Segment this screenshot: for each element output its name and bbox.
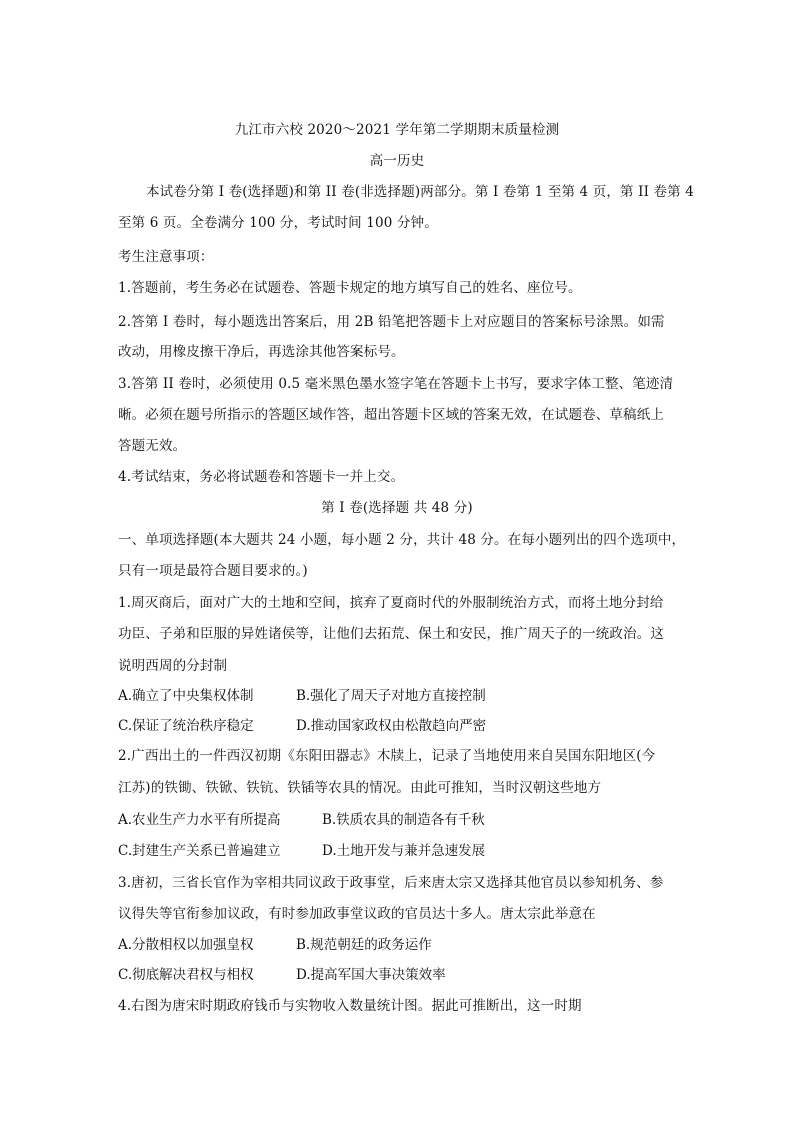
section-instruction: 一、单项选择题(本大题共 24 小题，每小题 2 分，共计 48 分。在每小题列出的四个选项中， <box>118 532 686 548</box>
notice-line: 4.考试结束，务必将试题卷和答题卡一并上交。 <box>118 469 405 485</box>
question-1-option-d: D.推动国家政权由松散趋向严密 <box>296 718 487 734</box>
section-title: 第 I 卷(选择题 共 48 分) <box>321 500 473 516</box>
question-3-option-c: C.彻底解决君权与相权 <box>118 967 254 983</box>
question-2-option-b: B.铁质农具的制造各有千秋 <box>322 812 485 828</box>
question-3-option-a: A.分散相权以加强皇权 <box>118 937 254 953</box>
question-1-option-b: B.强化了周天子对地方直接控制 <box>296 688 486 704</box>
notice-line: 改动，用橡皮擦干净后，再选涂其他答案标号。 <box>118 344 405 360</box>
exam-subject: 高一历史 <box>369 153 425 169</box>
question-3-option-b: B.规范朝廷的政务运作 <box>296 937 432 953</box>
notice-line: 2.答第 I 卷时，每小题选出答案后，用 2B 铅笔把答题卡上对应题目的答案标号涂黑。如需 <box>118 314 665 330</box>
question-1-option-a: A.确立了中央集权体制 <box>118 688 254 704</box>
question-3-stem: 议得失等官衔参加议政，有时参加政事堂议政的官员达十多人。唐太宗此举意在 <box>118 906 596 922</box>
question-2-option-a: A.农业生产力水平有所提高 <box>118 812 281 828</box>
question-1-stem: 功臣、子弟和臣服的异姓诸侯等，让他们去拓荒、保土和安民，推广周天子的一统政治。这 <box>118 626 664 642</box>
section-instruction: 只有一项是最符合题目要求的。) <box>118 563 308 579</box>
notice-heading: 考生注意事项： <box>118 249 214 265</box>
question-1-stem: 1.周灭商后，面对广大的土地和空间，摈弃了夏商时代的外服制统治方式，而将土地分封给 <box>118 595 664 611</box>
question-1-option-c: C.保证了统治秩序稳定 <box>118 718 254 734</box>
question-2-stem: 江苏)的铁锄、铁锨、铁钪、铁锸等农具的情况。由此可推知，当时汉朝这些地方 <box>118 780 602 796</box>
question-4-stem: 4.右图为唐宋时期政府钱币与实物收入数量统计图。据此可推断出，这一时期 <box>118 998 582 1014</box>
exam-title: 九江市六校 2020～2021 学年第二学期期末质量检测 <box>234 122 560 138</box>
question-1-stem: 说明西周的分封制 <box>118 658 228 674</box>
question-3-option-d: D.提高军国大事决策效率 <box>296 967 446 983</box>
question-2-option-c: C.封建生产关系已普遍建立 <box>118 843 281 859</box>
question-2-stem: 2.广西出土的一件西汉初期《东阳田器志》木牍上，记录了当地使用来自吴国东阳地区(今 <box>118 748 656 764</box>
notice-line: 1.答题前，考生务必在试题卷、答题卡规定的地方填写自己的姓名、座位号。 <box>118 280 582 296</box>
intro-line: 本试卷分第 I 卷(选择题)和第 II 卷(非选择题)两部分。第 I 卷第 1 至第 4 页，第 II 卷第 4 <box>146 184 695 200</box>
intro-line: 至第 6 页。全卷满分 100 分，考试时间 100 分钟。 <box>118 215 438 231</box>
question-3-stem: 3.唐初，三省长官作为宰相共同议政于政事堂，后来唐太宗又选择其他官员以参知机务、参 <box>118 875 664 891</box>
notice-line: 晰。必须在题号所指示的答题区域作答，超出答题卡区域的答案无效，在试题卷、草稿纸上 <box>118 407 664 423</box>
notice-line: 3.答第 II 卷时，必须使用 0.5 毫米黑色墨水签字笔在答题卡上书写，要求字体工整、笔迹清 <box>118 376 674 392</box>
question-2-option-d: D.土地开发与兼并急速发展 <box>322 843 486 859</box>
notice-line: 答题无效。 <box>118 438 187 454</box>
